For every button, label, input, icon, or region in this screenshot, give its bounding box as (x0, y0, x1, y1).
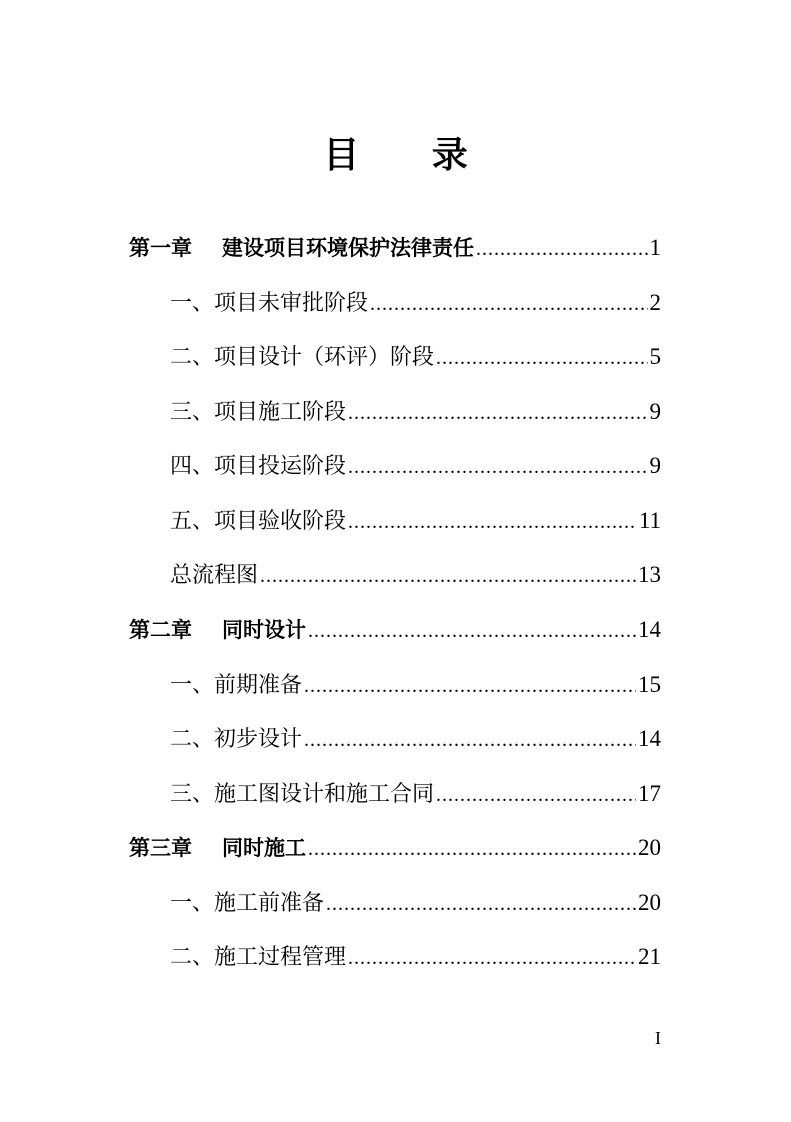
footer-page-number: I (655, 1028, 661, 1048)
toc-entry-chapter-1[interactable] (129, 228, 661, 268)
toc-page-number: 20 (638, 890, 661, 915)
toc-entry-label: 二、初步设计 (170, 727, 303, 752)
toc-entry-section[interactable] (170, 774, 661, 814)
toc-entry-label (129, 228, 474, 268)
toc-entry-section[interactable] (170, 555, 661, 595)
toc-entry-section[interactable] (170, 392, 661, 432)
chapter-title: 同时设计 (222, 618, 306, 642)
toc-page-number: 15 (638, 672, 661, 697)
dot-leader (326, 884, 636, 924)
toc-entry-label: 四、项目投运阶段 (170, 454, 347, 479)
dot-leader (304, 666, 636, 706)
toc-entry-label: 三、施工图设计和施工合同 (170, 782, 435, 807)
toc-entry-label: 二、施工过程管理 (170, 945, 347, 970)
dot-leader (436, 775, 636, 815)
toc-entry-section[interactable] (170, 501, 661, 541)
toc-entry-label (129, 610, 306, 650)
dot-leader (476, 229, 648, 269)
toc-page-number: 1 (649, 235, 661, 260)
toc-entry-section[interactable] (170, 337, 661, 377)
toc-entry-label (129, 828, 306, 868)
toc-entry-section[interactable] (170, 883, 661, 923)
toc-page-number: 5 (649, 344, 661, 369)
dot-leader (304, 720, 636, 760)
dot-leader (260, 556, 636, 596)
toc-entry-section[interactable] (170, 719, 661, 759)
chapter-number: 第三章 (129, 836, 192, 860)
dot-leader (348, 502, 637, 542)
dot-leader (308, 611, 636, 651)
dot-leader (308, 829, 636, 869)
dot-leader (348, 393, 647, 433)
toc-page-number: 9 (649, 399, 661, 424)
toc-page-number: 11 (638, 508, 661, 533)
chapter-number: 第二章 (129, 618, 192, 642)
dot-leader (348, 938, 636, 978)
toc-entry-label: 二、项目设计（环评）阶段 (170, 345, 435, 370)
toc-entry-section[interactable] (170, 283, 661, 323)
dot-leader (436, 338, 647, 378)
toc-page-number: 9 (649, 453, 661, 478)
toc-entry-label: 三、项目施工阶段 (170, 400, 347, 425)
toc-entry-chapter-3[interactable] (129, 828, 661, 868)
toc-entry-section[interactable] (170, 446, 661, 486)
page-title: 目 录 (323, 135, 498, 176)
dot-leader (370, 284, 647, 324)
chapter-title: 建设项目环境保护法律责任 (222, 236, 474, 260)
toc-entry-label: 一、项目未审批阶段 (170, 291, 369, 316)
toc-page-number: 13 (638, 562, 661, 587)
toc-page-number: 2 (649, 290, 661, 315)
toc-entry-label: 一、前期准备 (170, 673, 303, 698)
toc-entry-label: 五、项目验收阶段 (170, 509, 347, 534)
dot-leader (348, 447, 647, 487)
toc-entry-section[interactable] (170, 937, 661, 977)
toc-page-number: 14 (638, 726, 661, 751)
toc-page-number: 14 (638, 617, 661, 642)
toc-page-number: 21 (638, 944, 661, 969)
chapter-title: 同时施工 (222, 836, 306, 860)
toc-page-number: 20 (638, 835, 661, 860)
toc-entry-chapter-2[interactable] (129, 610, 661, 650)
toc-entry-label: 一、施工前准备 (170, 891, 325, 916)
toc-page-number: 17 (638, 781, 661, 806)
toc-entry-section[interactable] (170, 665, 661, 705)
toc-entry-label: 总流程图 (170, 563, 259, 588)
chapter-number: 第一章 (129, 236, 192, 260)
